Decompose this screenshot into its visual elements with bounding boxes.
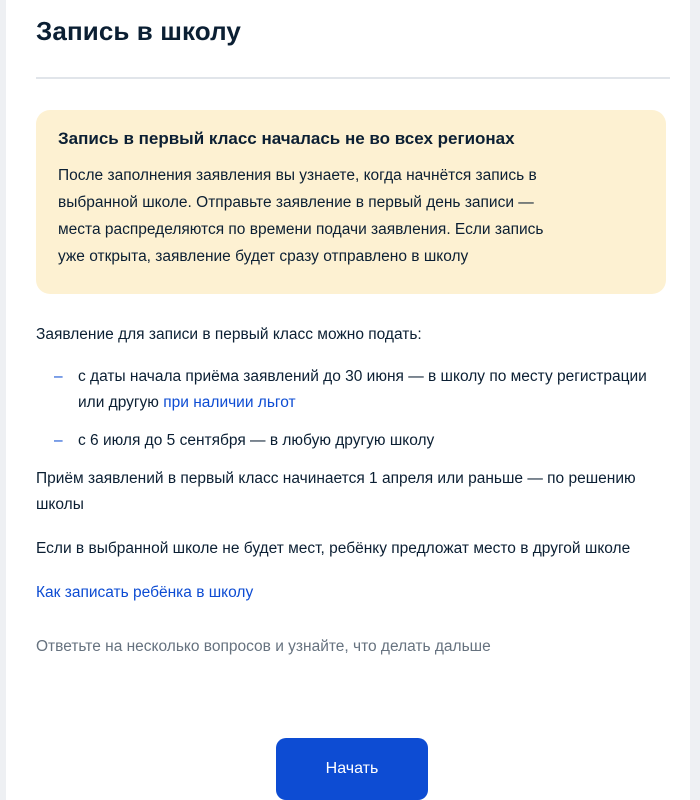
bullet-dash: –: [54, 432, 63, 449]
start-date-text: Приём заявлений в первый класс начинается 1 апреля или раньше — по решению школы: [36, 470, 636, 513]
bullet-dash: –: [54, 368, 63, 385]
how-to-enroll-link[interactable]: Как записать ребёнка в школу: [36, 584, 254, 601]
questions-hint: Ответьте на несколько вопросов и узнайте, что делать дальше: [36, 638, 491, 655]
notice-line: После заполнения заявления вы узнаете, когда начнётся запись в: [58, 167, 537, 184]
notice-line: места распределяются по времени подачи заявления. Если запись: [58, 221, 544, 238]
no-places-text: Если в выбранной школе не будет мест, ребёнку предложат место в другой школе: [36, 540, 631, 557]
application-periods-list: [36, 364, 666, 454]
period-text: с 6 июля до 5 сентября — в любую другую школу: [78, 432, 435, 449]
info-content: [36, 322, 666, 660]
notice-title: Запись в первый класс началась не во всех регионах: [58, 129, 515, 148]
period-text: с даты начала приёма заявлений до 30 июня — в школу по месту регистрации или другую: [78, 368, 647, 411]
start-button[interactable]: Начать: [276, 738, 428, 800]
notice-line: уже открыта, заявление будет сразу отправлено в школу: [58, 248, 469, 265]
notice-text: [58, 162, 644, 270]
regions-notice: [36, 110, 666, 294]
page-title: Запись в школу: [36, 16, 241, 46]
benefits-link[interactable]: при наличии льгот: [163, 394, 296, 411]
list-item: [36, 364, 666, 416]
list-item: [36, 428, 666, 454]
main-card: [6, 0, 690, 800]
application-intro: Заявление для записи в первый класс можно подать:: [36, 326, 422, 343]
notice-line: выбранной школе. Отправьте заявление в первый день записи —: [58, 194, 534, 211]
header-divider: [36, 77, 670, 79]
